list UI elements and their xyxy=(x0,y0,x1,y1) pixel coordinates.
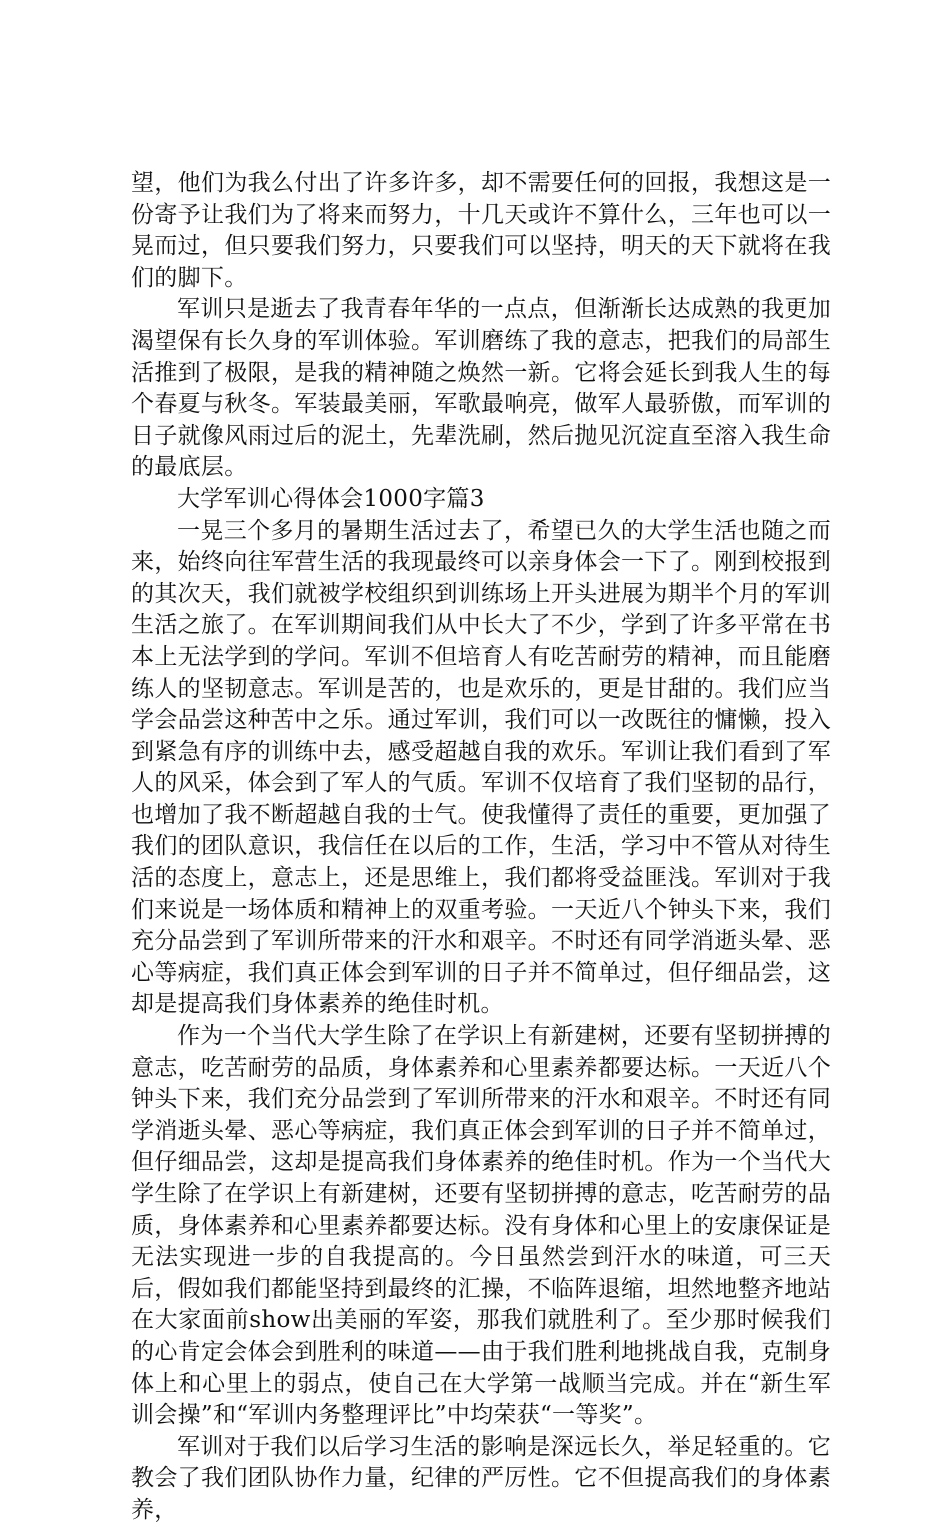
section-heading: 大学军训心得体会1000字篇3 xyxy=(177,485,485,512)
paragraph-college-student: 作为一个当代大学生除了在学识上有新建树，还要有坚韧拼搏的意志，吃苦耐劳的品质，身体素养和心里素养都要达标。一天近八个钟头下来，我们充分品尝到了军训所带来的汗水和艰辛。不时还有同学消逝头晕、恶心等病症，我们真正体会到军训的日子并不简单过，但仔细品尝，这却是提高我们身体素养的绝佳时机。作为一个当代大学生除了在学识上有新建树，还要有坚韧拼搏的意志，吃苦耐劳的品质，身体素养和心里素养都要达标。没有身体和心里上的安康保证是无法实现进一步的自我提高的。今日虽然尝到汗水的味道，可三天后，假如我们都能坚持到最终的汇操，不临阵退缩，坦然地整齐地站在大家面前show出美丽的军姿，那我们就胜利了。至少那时候我们的心肯定会体会到胜利的味道——由于我们胜利地挑战自我，克制身体上和心里上的弱点，使自己在大学第一战顺当完成。并在“新生军训会操”和“军训内务整理评比”中均荣获“一等奖”。 xyxy=(131,1023,831,1429)
paragraph-lasting-impact: 军训对于我们以后学习生活的影响是深远长久，举足轻重的。它教会了我们团队协作力量，纪律的严厉性。它不但提高我们的身体素养， xyxy=(131,1433,831,1523)
paragraph-summer-training: 一晃三个多月的暑期生活过去了，希望已久的大学生活也随之而来，始终向往军营生活的我现最终可以亲身体会一下了。刚到校报到的其次天，我们就被学校组织到训练场上开头进展为期半个月的军训生活之旅了。在军训期间我们从中长大了不少，学到了许多平常在书本上无法学到的学问。军训不但培育人有吃苦耐劳的精神，而且能磨练人的坚韧意志。军训是苦的，也是欢乐的，更是甘甜的。我们应当学会品尝这种苦中之乐。通过军训，我们可以一改既往的慵懒，投入到紧急有序的训练中去，感受超越自我的欢乐。军训让我们看到了军人的风采，体会到了军人的气质。军训不仅培育了我们坚韧的品行，也增加了我不断超越自我的士气。使我懂得了责任的重要，更加强了我们的团队意识，我信任在以后的工作，生活，学习中不管从对待生活的态度上，意志上，还是思维上，我们都将受益匪浅。军训对于我们来说是一场体质和精神上的双重考验。一天近八个钟头下来，我们充分品尝到了军训所带来的汗水和艰辛。不时还有同学消逝头晕、恶心等病症，我们真正体会到军训的日子并不简单过，但仔细品尝，这却是提高我们身体素养的绝佳时机。 xyxy=(131,517,831,1018)
paragraph-military-training-reflection: 军训只是逝去了我青春年华的一点点，但渐渐长达成熟的我更加渴望保有长久身的军训体验。军训磨练了我的意志，把我们的局部生活推到了极限，是我的精神随之焕然一新。它将会延长到我人生的每个春夏与秋冬。军装最美丽，军歌最响亮，做军人最骄傲，而军训的日子就像风雨过后的泥土，先辈洗刷，然后抛见沉淀直至溶入我生命的最底层。 xyxy=(131,296,831,481)
paragraph-continuation: 望，他们为我么付出了许多许多，却不需要任何的回报，我想这是一份寄予让我们为了将来而努力，十几天或许不算什么，三年也可以一晃而过，但只要我们努力，只要我们可以坚持，明天的天下就将在我们的脚下。 xyxy=(131,170,831,291)
document-body xyxy=(131,168,831,1527)
